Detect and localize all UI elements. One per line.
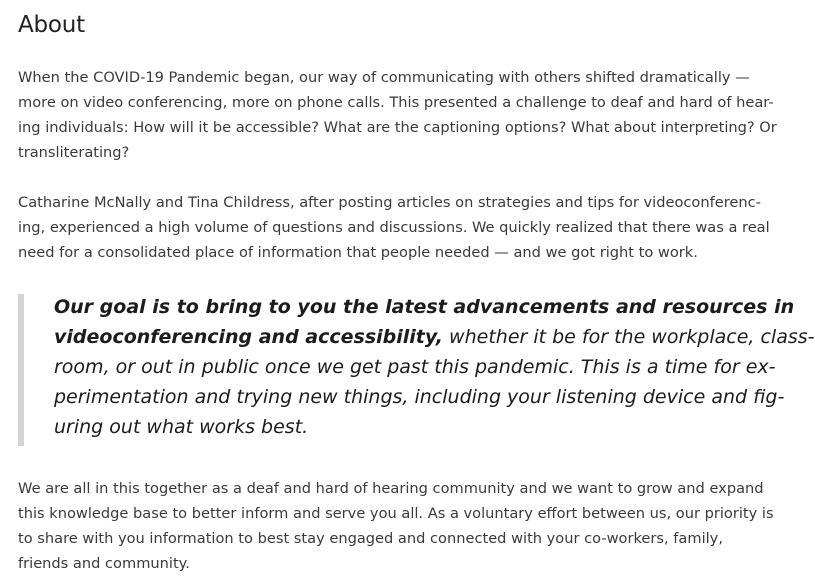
intro-paragraph — [18, 65, 777, 165]
quote-line: perimentation and trying new things, including your listening device and fig- — [54, 386, 785, 408]
quote-emphasis: Our goal is to bring to you the latest advancements and resources in — [54, 296, 795, 318]
paragraph-line: transliterating? — [18, 144, 130, 161]
quote-text-segment: whether it be for the workplace, class- — [443, 326, 815, 348]
quote-line: room, or out in public once we get past this pandemic. This is a time for ex- — [54, 356, 776, 378]
quote-line — [54, 292, 795, 322]
paragraph-line: ing individuals: How will it be accessible? What are the captioning options? What about interpreting? Or — [18, 119, 777, 136]
quote-emphasis: videoconferencing and accessibility, — [54, 326, 444, 348]
paragraph-line: this knowledge base to better inform and serve you all. As a voluntary effort between us, our priority is — [18, 505, 774, 522]
quote-line — [54, 322, 815, 352]
page-title: About — [18, 12, 86, 38]
paragraph-line: to share with you information to best stay engaged and connected with your co-workers, family, — [18, 530, 723, 547]
paragraph-line: When the COVID-19 Pandemic began, our way of communicating with others shifted dramatically — — [18, 69, 750, 86]
paragraph-line: more on video conferencing, more on phone calls. This presented a challenge to deaf and hard of hear- — [18, 94, 774, 111]
paragraph-line: Catharine McNally and Tina Childress, after posting articles on strategies and tips for videoconferenc- — [18, 194, 761, 211]
blockquote-bar — [18, 294, 24, 446]
paragraph-line: friends and community. — [18, 555, 190, 572]
quote-line: uring out what works best. — [54, 416, 309, 438]
goal-blockquote — [18, 292, 815, 444]
paragraph-line: We are all in this together as a deaf and hard of hearing community and we want to grow and expand — [18, 480, 764, 497]
paragraph-line: ing, experienced a high volume of questions and discussions. We quickly realized that there was a real — [18, 219, 770, 236]
founders-paragraph — [18, 190, 770, 265]
blockquote-text — [54, 292, 815, 442]
paragraph-line: need for a consolidated place of information that people needed — and we got right to work. — [18, 244, 698, 261]
community-paragraph — [18, 476, 774, 576]
